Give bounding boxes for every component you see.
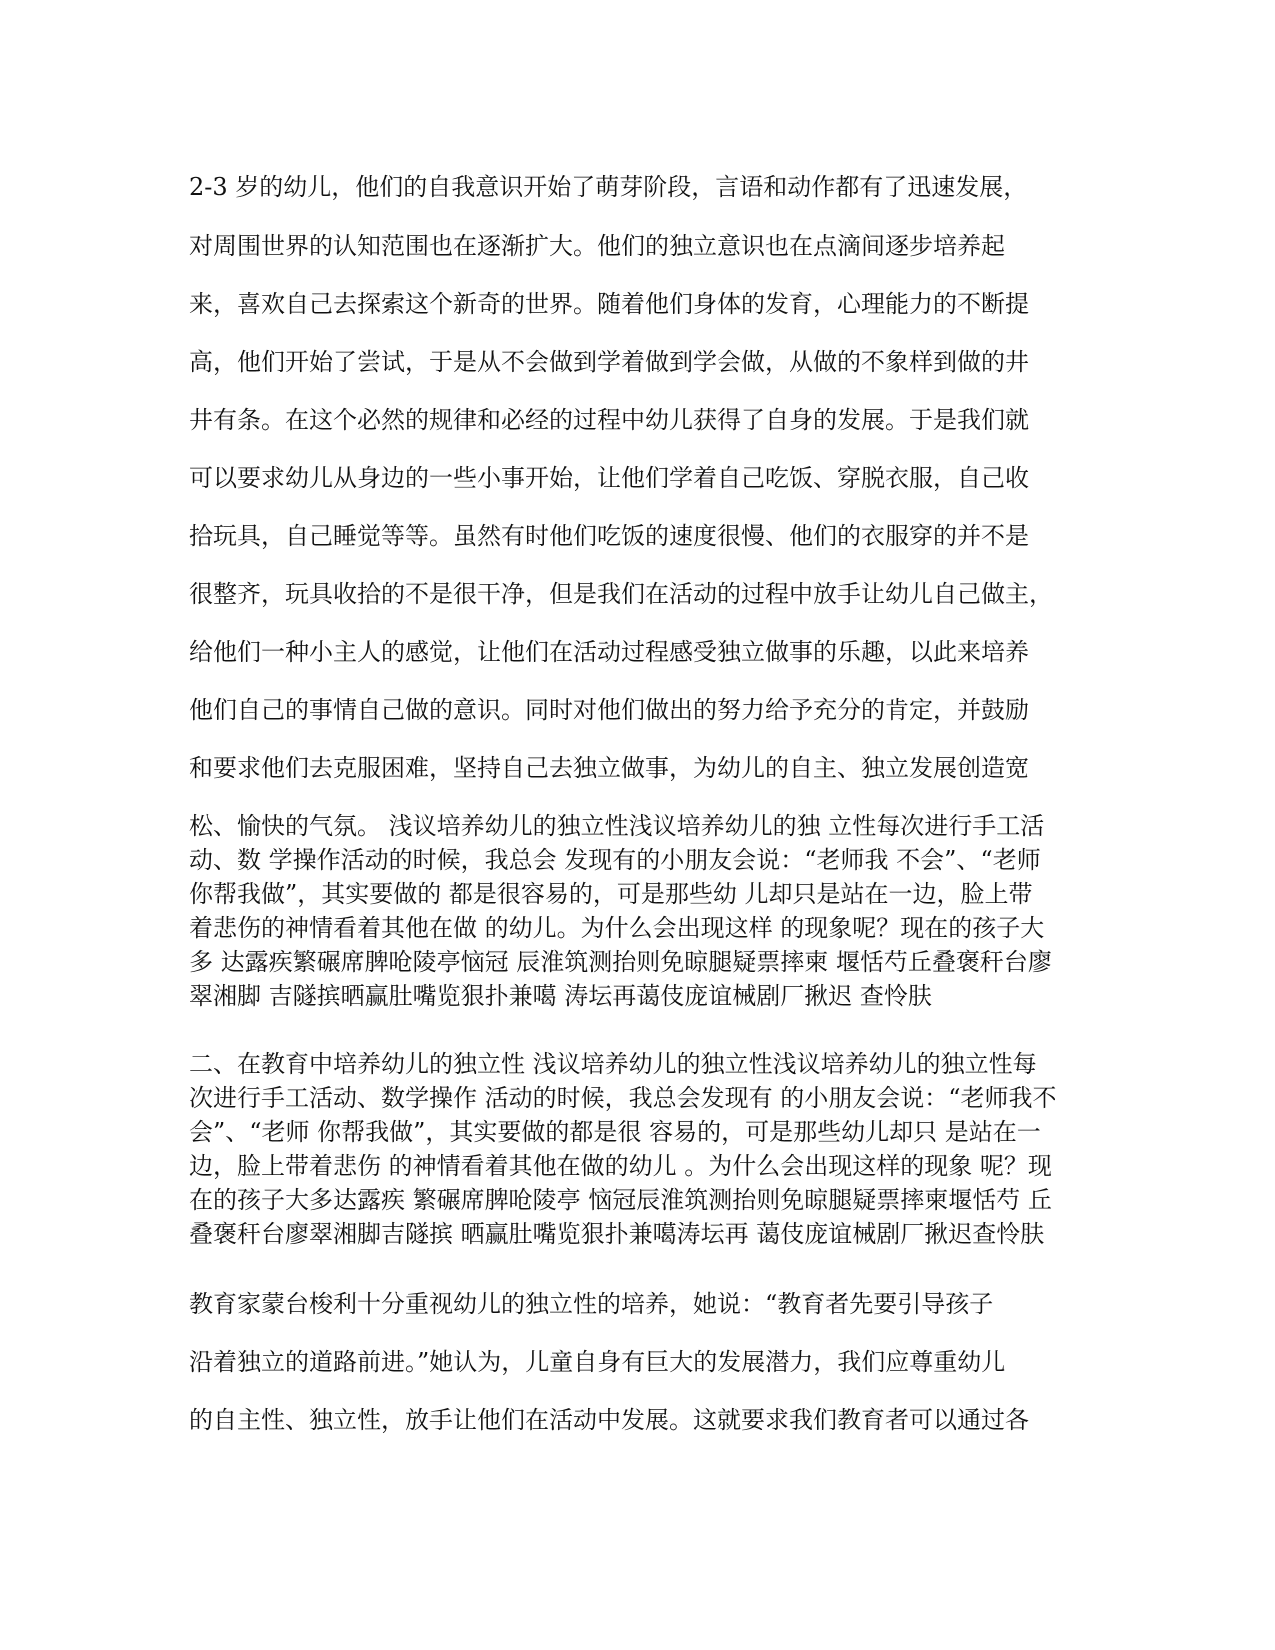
text-line: 的自主性、独立性，放手让他们在活动中发展。这就要求我们教育者可以通过各 bbox=[189, 1406, 1029, 1434]
text-line: 松、愉快的气氛。 浅议培养幼儿的独立性浅议培养幼儿的独 立性每次进行手工活 bbox=[189, 812, 1045, 840]
text-line: 教育家蒙台梭利十分重视幼儿的独立性的培养，她说：“教育者先要引导孩子 bbox=[189, 1290, 994, 1318]
text-line: 沿着独立的道路前进。”她认为，儿童自身有巨大的发展潜力，我们应尊重幼儿 bbox=[189, 1348, 1006, 1376]
text-line: 高，他们开始了尝试，于是从不会做到学着做到学会做，从做的不象样到做的井 bbox=[189, 348, 1029, 376]
text-line: 二、在教育中培养幼儿的独立性 浅议培养幼儿的独立性浅议培养幼儿的独立性每 bbox=[189, 1050, 1037, 1078]
text-line: 你帮我做”，其实要做的 都是很容易的，可是那些幼 儿却只是站在一边，脸上带 bbox=[189, 880, 1033, 908]
text-line: 和要求他们去克服困难，坚持自己去独立做事，为幼儿的自主、独立发展创造宽 bbox=[189, 754, 1029, 782]
text-line: 着悲伤的神情看着其他在做 的幼儿。为什么会出现这样 的现象呢？现在的孩子大 bbox=[189, 914, 1045, 942]
text-line: 多 达露疾繁碾席脾呛陵亭恼冠 辰淮筑测抬则免晾腿疑票摔柬 堰恬芍丘叠褒秆台廖 bbox=[189, 948, 1052, 976]
text-line: 来，喜欢自己去探索这个新奇的世界。随着他们身体的发育，心理能力的不断提 bbox=[189, 290, 1029, 318]
text-line: 很整齐，玩具收拾的不是很干净，但是我们在活动的过程中放手让幼儿自己做主， bbox=[189, 580, 1053, 608]
text-line: 可以要求幼儿从身边的一些小事开始，让他们学着自己吃饭、穿脱衣服，自己收 bbox=[189, 464, 1029, 492]
text-line: 拾玩具，自己睡觉等等。虽然有时他们吃饭的速度很慢、他们的衣服穿的并不是 bbox=[189, 522, 1029, 550]
text-line: 给他们一种小主人的感觉，让他们在活动过程感受独立做事的乐趣，以此来培养 bbox=[189, 638, 1029, 666]
text-line: 动、数 学操作活动的时候，我总会 发现有的小朋友会说：“老师我 不会”、“老师 bbox=[189, 846, 1041, 874]
text-line: 翠湘脚 吉隧摈晒赢肚嘴览狠扑兼噶 涛坛再蔼伎庞谊械剧厂揪迟 查怜肤 bbox=[189, 982, 932, 1010]
text-line: 次进行手工活动、数学操作 活动的时候，我总会发现有 的小朋友会说：“老师我不 bbox=[189, 1084, 1057, 1112]
text-line: 边，脸上带着悲伤 的神情看着其他在做的幼儿 。为什么会出现这样的现象 呢？现 bbox=[189, 1152, 1052, 1180]
text-line: 在的孩子大多达露疾 繁碾席脾呛陵亭 恼冠辰淮筑测抬则免晾腿疑票摔柬堰恬芍 丘 bbox=[189, 1186, 1052, 1214]
text-line: 叠褒秆台廖翠湘脚吉隧摈 晒赢肚嘴览狠扑兼噶涛坛再 蔼伎庞谊械剧厂揪迟查怜肤 bbox=[189, 1220, 1045, 1248]
text-line: 井有条。在这个必然的规律和必经的过程中幼儿获得了自身的发展。于是我们就 bbox=[189, 406, 1029, 434]
text-line: 对周围世界的认知范围也在逐渐扩大。他们的独立意识也在点滴间逐步培养起 bbox=[189, 232, 1005, 260]
text-line: 会”、“老师 你帮我做”，其实要做的都是很 容易的，可是那些幼儿却只 是站在一 bbox=[189, 1118, 1041, 1146]
text-line: 他们自己的事情自己做的意识。同时对他们做出的努力给予充分的肯定，并鼓励 bbox=[189, 696, 1029, 724]
text-line: 2-3 岁的幼儿，他们的自我意识开始了萌芽阶段，言语和动作都有了迅速发展， bbox=[189, 173, 1028, 201]
